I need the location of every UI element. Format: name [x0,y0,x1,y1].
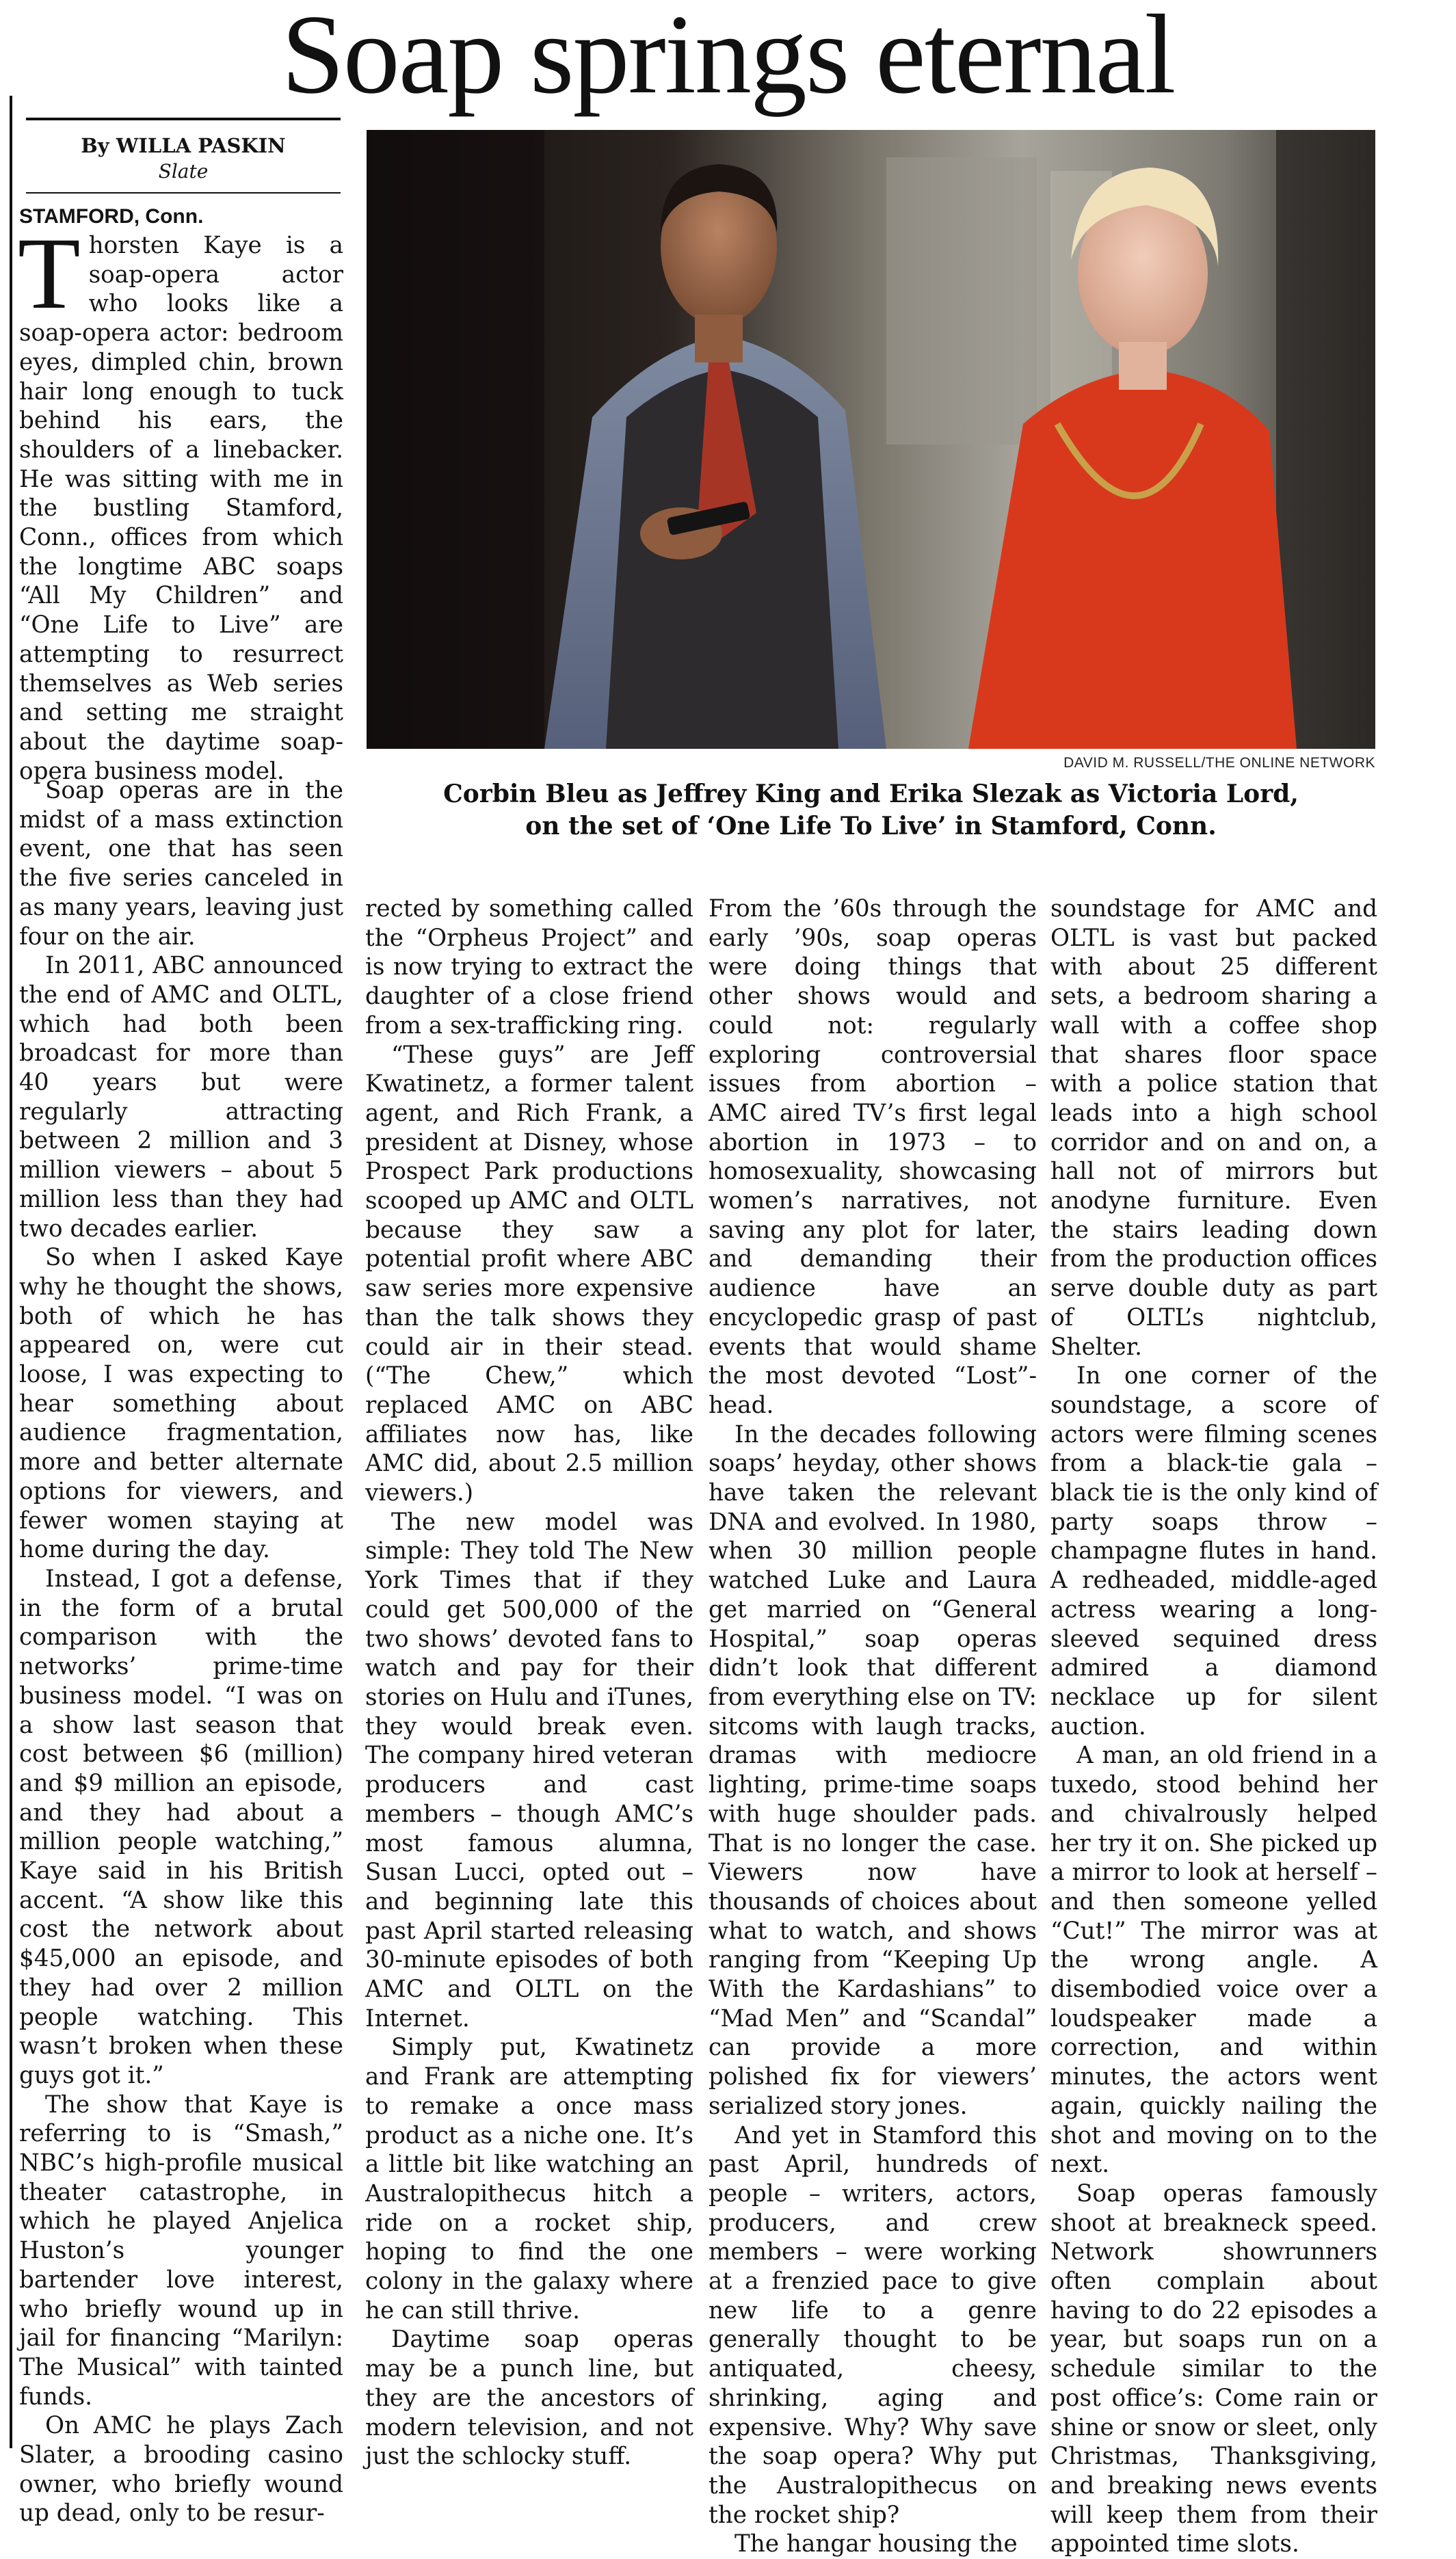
photo-credit: DAVID M. RUSSELL/THE ONLINE NETWORK [1063,755,1375,771]
drop-cap: T [18,217,81,330]
article-column-2 [365,894,693,2471]
left-border-rule [10,96,12,2448]
dateline: STAMFORD, Conn. [19,205,204,228]
paragraph: In 2011, ABC announced the end of AMC and OLTL, which had both been broadcast for more than 40 years but were regularly attracting between 2 million and 3 million viewers – about 5 million less than they had two decades earlier. [19,952,343,1243]
paragraph: The show that Kaye is referring to is “Smash,” NBC’s high-profile musical theater catastrophe, in which he played Anjelica Huston’s younger bartender love interest, who briefly wound up in jail for financing “Marilyn: The Musical” with tainted funds. [19,2091,343,2411]
paragraph: Instead, I got a defense, in the form of a brutal comparison with the networks’ prime-time business model. “I was on a show last season that cost between $6 (million) and $9 million an episode, and they had about a million people watching,” Kaye said in his British accent. “A show like this cost the network about $45,000 an episode, and they had over 2 million people watching. This wasn’t broken when these guys got it.” [19,1565,343,2089]
byline-bottom-rule [26,192,341,194]
caption-line-1: Corbin Bleu as Jeffrey King and Erika Slezak as Victoria Lord, [443,780,1299,808]
paragraph: Simply put, Kwatinetz and Frank are attempting to remake a once mass product as a niche one. It’s a little bit like watching an Australopithecus hitch a ride on a rocket ship, hoping to find the one colony in the galaxy where he can still thrive. [365,2034,693,2324]
paragraph: rected by something called the “Orpheus Project” and is now trying to extract the daughter of a close friend from a sex-trafficking ring. [365,895,693,1039]
paragraph: On AMC he plays Zach Slater, a brooding casino owner, who briefly wound up dead, only to be resur- [19,2412,343,2528]
article-column-3 [709,894,1037,2559]
headline: Soap springs eternal [281,0,1175,117]
paragraph: A man, an old friend in a tuxedo, stood behind her and chivalrously helped her try it on. She picked up a mirror to look at herself – and then someone yelled “Cut!” The mirror was at the wrong angle. A disembodied voice over a loudspeaker made a correction, and within minutes, the actors went again, quickly nailing the shot and moving on to the next. [1050,1742,1377,2179]
paragraph: So when I asked Kaye why he thought the shows, both of which he has appeared on, were cut loose, I was expecting to hear something about audience fragmentation, more and better alternate options for viewers, and fewer women staying at home during the day. [19,1244,343,1564]
paragraph: From the ’60s through the early ’90s, soap operas were doing things that other shows would and could not: regularly exploring controversial issues from abortion – AMC aired TV’s first legal abortion in 1973 – to homosexuality, showcasing women’s narratives, not saving any plot for later, and demanding their audience have an encyclopedic grasp of past events that would shame the most devoted “Lost”-head. [709,895,1037,1419]
lead-paragraph [18,217,343,786]
byline: By WILLA PASKIN [81,134,286,157]
byline-box [26,118,341,194]
paragraph: soundstage for AMC and OLTL is vast but packed with about 25 different sets, a bedroom sharing a wall with a coffee shop that shares floor space with a police station that leads into a high school corridor and on and on, a hall not of mirrors but anodyne furniture. Even the stairs leading down from the production offices serve double duty as part of OLTL’s nightclub, Shelter. [1050,895,1377,1361]
article-column-1-bottom [19,776,343,2528]
photo-illustration [367,130,1375,749]
paragraph: In one corner of the soundstage, a score of actors were filming scenes from a black-tie gala – black tie is the only kind of party soaps throw – champagne flutes in hand. A redheaded, middle-aged actress wearing a long-sleeved sequined dress admired a diamond necklace up for silent auction. [1050,1362,1377,1740]
paragraph: The new model was simple: They told The New York Times that if they could get 500,000 of the two shows’ devoted fans to watch and pay for their stories on Hulu and iTunes, they would break even. The company hired veteran producers and cast members – though AMC’s most famous alumna, Susan Lucci, opted out – and beginning late this past April started releasing 30-minute episodes of both AMC and OLTL on the Internet. [365,1508,693,2032]
paragraph: The hangar housing the [734,2530,1018,2558]
paragraph: “These guys” are Jeff Kwatinetz, a former talent agent, and Rich Frank, a president at Disney, whose Prospect Park productions scooped up AMC and OLTL because they saw a potential profit where ABC saw series more expensive than the talk shows they could air in their stead. (“The Chew,” which replaced AMC on ABC affiliates now has, like AMC did, about 2.5 million viewers.) [365,1041,693,1507]
paragraph: Soap operas famously shoot at breakneck speed. Network showrunners often complain about having to do 22 episodes a year, but soaps run on a schedule similar to the post office’s: Come rain or shine or snow or sleet, only Christmas, Thanksgiving, and breaking news events will keep them from their appointed time slots. [1050,2179,1377,2558]
byline-top-rule [26,118,341,120]
article-column-1-top [19,204,343,786]
lead-paragraph-text: horsten Kaye is a soap-opera actor who looks like a soap-opera actor: bedroom eyes, dimpled chin, brown hair long enough to tuck behind his ears, the shoulders of a linebacker. He was sitting with me in the bustling Stamford, Conn., offices from which the longtime ABC soaps “All My Children” and “One Life to Live” are attempting to resurrect themselves as Web series and setting me straight about the daytime soap-opera business model. [19,232,343,785]
photo-caption [367,778,1375,843]
paragraph: And yet in Stamford this past April, hundreds of people – writers, actors, producers, and crew members – were working at a frenzied pace to give new life to a genre generally thought to be antiquated, cheesy, shrinking, aging and expensive. Why? Why save the soap opera? Why put the Australopithecus on the rocket ship? [709,2121,1037,2529]
paragraph: In the decades following soaps’ heyday, other shows have taken the relevant DNA and evolved. In 1980, when 30 million people watched Luke and Laura get married on “General Hospital,” soap operas didn’t look that different from everything else on TV: sitcoms with laugh tracks, dramas with mediocre lighting, prime-time soaps with huge shoulder pads. That is no longer the case. Viewers now have thousands of choices about what to watch, and shows ranging from “Keeping Up With the Kardashians” to “Mad Men” and “Scandal” can provide a more polished fix for viewers’ serialized story jones. [709,1420,1037,2120]
article-column-4 [1050,894,1377,2559]
caption-line-2: on the set of ‘One Life To Live’ in Stamford, Conn. [525,812,1217,840]
paragraph: Soap operas are in the midst of a mass extinction event, one that has seen the five series canceled in as many years, leaving just four on the air. [19,777,343,951]
article-photo [367,130,1375,749]
paragraph: Daytime soap operas may be a punch line, but they are the ancestors of modern television, and not just the schlocky stuff. [365,2326,693,2471]
byline-affiliation: Slate [158,160,209,183]
